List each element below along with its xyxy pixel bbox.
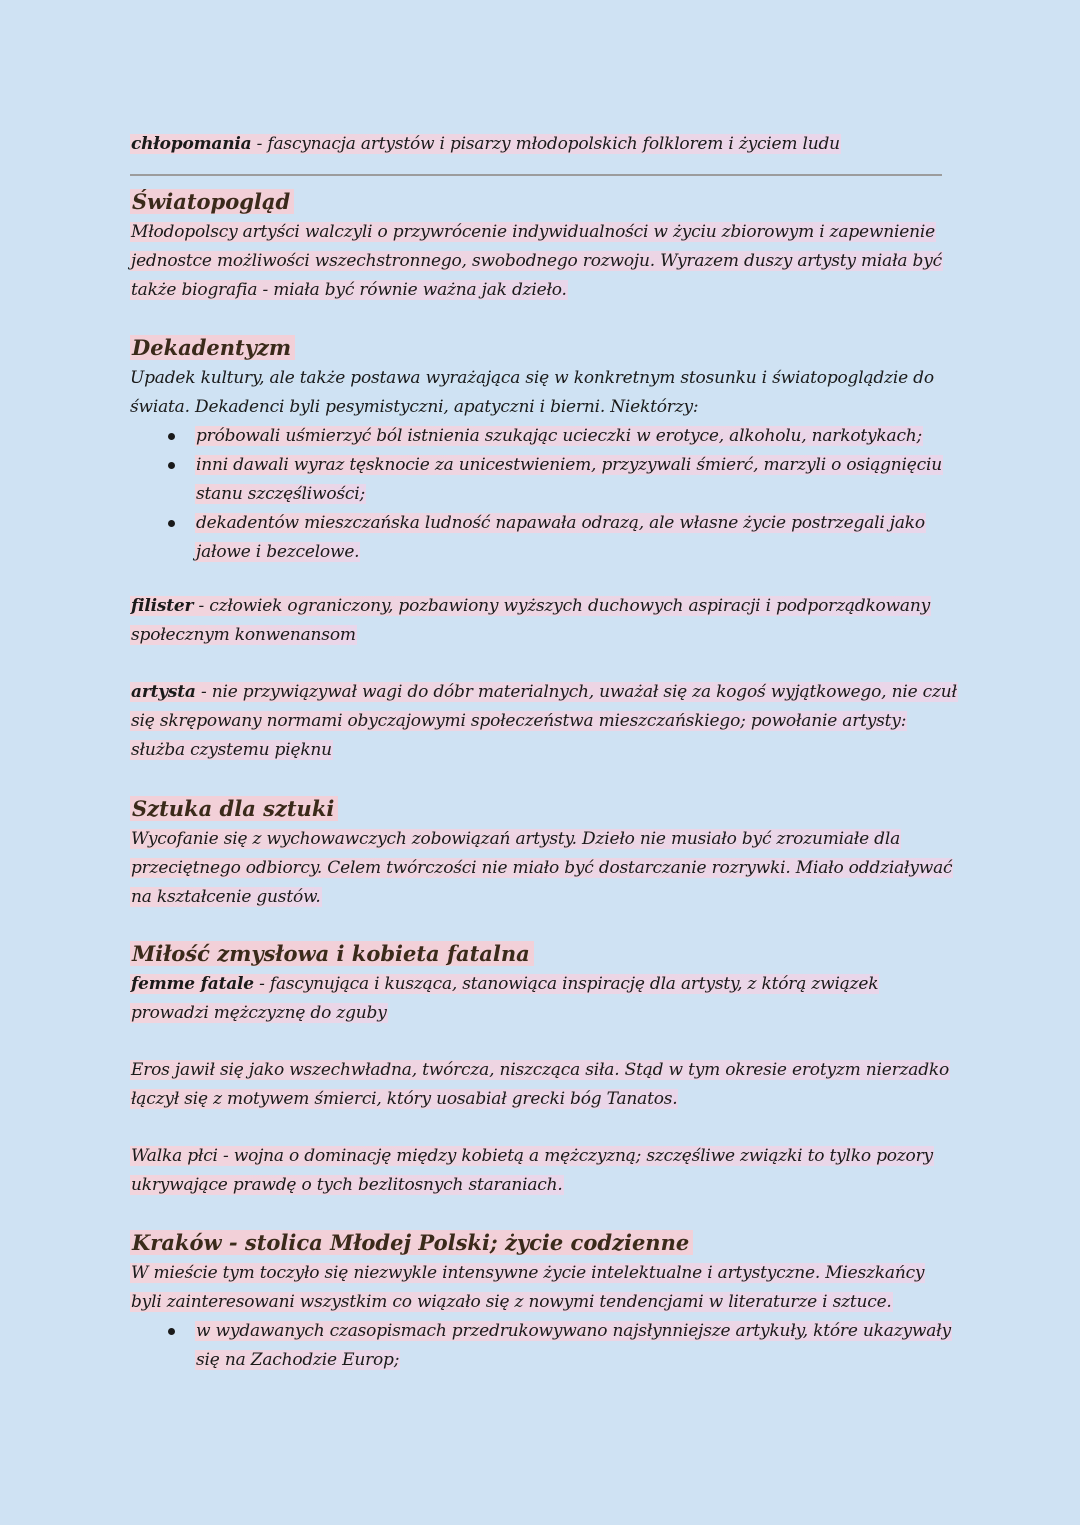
bullet-icon xyxy=(168,1328,175,1335)
dekadentyzm-intro: Upadek kultury, ale także postawa wyrażająca się w konkretnym stosunku i światopoglądzie do świata. Dekadenci byli pesymistyczni, apatyczni i bierni. Niektórzy: xyxy=(130,368,934,417)
divider-line xyxy=(130,174,942,176)
heading-milosc: Miłość zmysłowa i kobieta fatalna xyxy=(130,940,534,968)
heading-krakow: Kraków - stolica Młodej Polski; życie codzienne xyxy=(130,1229,693,1257)
chlopomania-text: - fascynacja artystów i pisarzy młodopolskich folklorem i życiem ludu xyxy=(251,134,840,154)
eros-paragraph: Eros jawił się jako wszechwładna, twórcza, niszcząca siła. Stąd w tym okresie erotyzm nierzadko łączył się z motywem śmierci, który uosabiał grecki bóg Tanatos. xyxy=(131,1060,950,1109)
femme-fatale-definition: femme fatale - fascynująca i kusząca, stanowiąca inspirację dla artysty, z którą związek prowadzi mężczyznę do zguby xyxy=(131,974,879,1023)
chlopomania-definition xyxy=(130,130,960,159)
filister-definition: filister - człowiek ograniczony, pozbawiony wyższych duchowych aspiracji i podporządkowany społecznym konwenansom xyxy=(131,596,931,645)
artysta-definition: artysta - nie przywiązywał wagi do dóbr materialnych, uważał się za kogoś wyjątkowego, nie czuł się skrępowany normami obyczajowymi społeczeństwa mieszczańskiego; powołanie artysty: służba czystemu pięknu xyxy=(131,682,957,760)
bullet-icon xyxy=(168,462,175,469)
krakow-body: W mieście tym toczyło się niezwykle intensywne życie intelektualne i artystyczne. Mieszkańcy byli zainteresowani wszystkim co wiązało się z nowymi tendencjami w literaturze i sztuce. w wydawanych czasopismach przedrukowywano najsłynniejsze artykuły, które ukazywały się na Zachodzie Europ; xyxy=(130,1259,960,1375)
dekadentyzm-list xyxy=(130,422,960,567)
swiatopoglad-body: Młodopolscy artyści walczyli o przywrócenie indywidualności w życiu zbiorowym i zapewnienie jednostce możliwości wszechstronnego, swobodnego rozwoju. Wyrazem duszy artysty miała być także biografia - miała być równie ważna jak dzieło. xyxy=(131,222,942,300)
dekadentyzm-body xyxy=(130,364,960,567)
heading-dekadentyzm: Dekadentyzm xyxy=(130,334,295,362)
chlopomania-term: chłopomania xyxy=(131,134,252,154)
sztuka-body: Wycofanie się z wychowawczych zobowiązań artysty. Dzieło nie musiało być zrozumiałe dla przeciętnego odbiorcy. Celem twórczości nie miało być dostarczanie rozrywki. Miało oddziaływać na kształcenie gustów. xyxy=(131,829,953,907)
bullet-icon xyxy=(168,433,175,440)
krakow-list xyxy=(130,1317,960,1375)
heading-swiatopoglad: Światopogląd xyxy=(130,188,294,216)
heading-sztuka-dla-sztuki: Sztuka dla sztuki xyxy=(130,795,338,823)
bullet-icon xyxy=(168,520,175,527)
list-item: inni dawali wyraz tęsknocie za unicestwieniem, przyzywali śmierć, marzyli o osiągnięciu stanu szczęśliwości; xyxy=(130,451,960,509)
list-item: w wydawanych czasopismach przedrukowywano najsłynniejsze artykuły, które ukazywały się na Zachodzie Europ; xyxy=(130,1317,960,1375)
walka-plci-paragraph: Walka płci - wojna o dominację między kobietą a mężczyzną; szczęśliwe związki to tylko pozory ukrywające prawdę o tych bezlitosnych staraniach. xyxy=(131,1146,933,1195)
list-item: próbowali uśmierzyć ból istnienia szukając ucieczki w erotyce, alkoholu, narkotykach; xyxy=(130,422,960,451)
list-item: dekadentów mieszczańska ludność napawała odrazą, ale własne życie postrzegali jako jałowe i bezcelowe. xyxy=(130,509,960,567)
